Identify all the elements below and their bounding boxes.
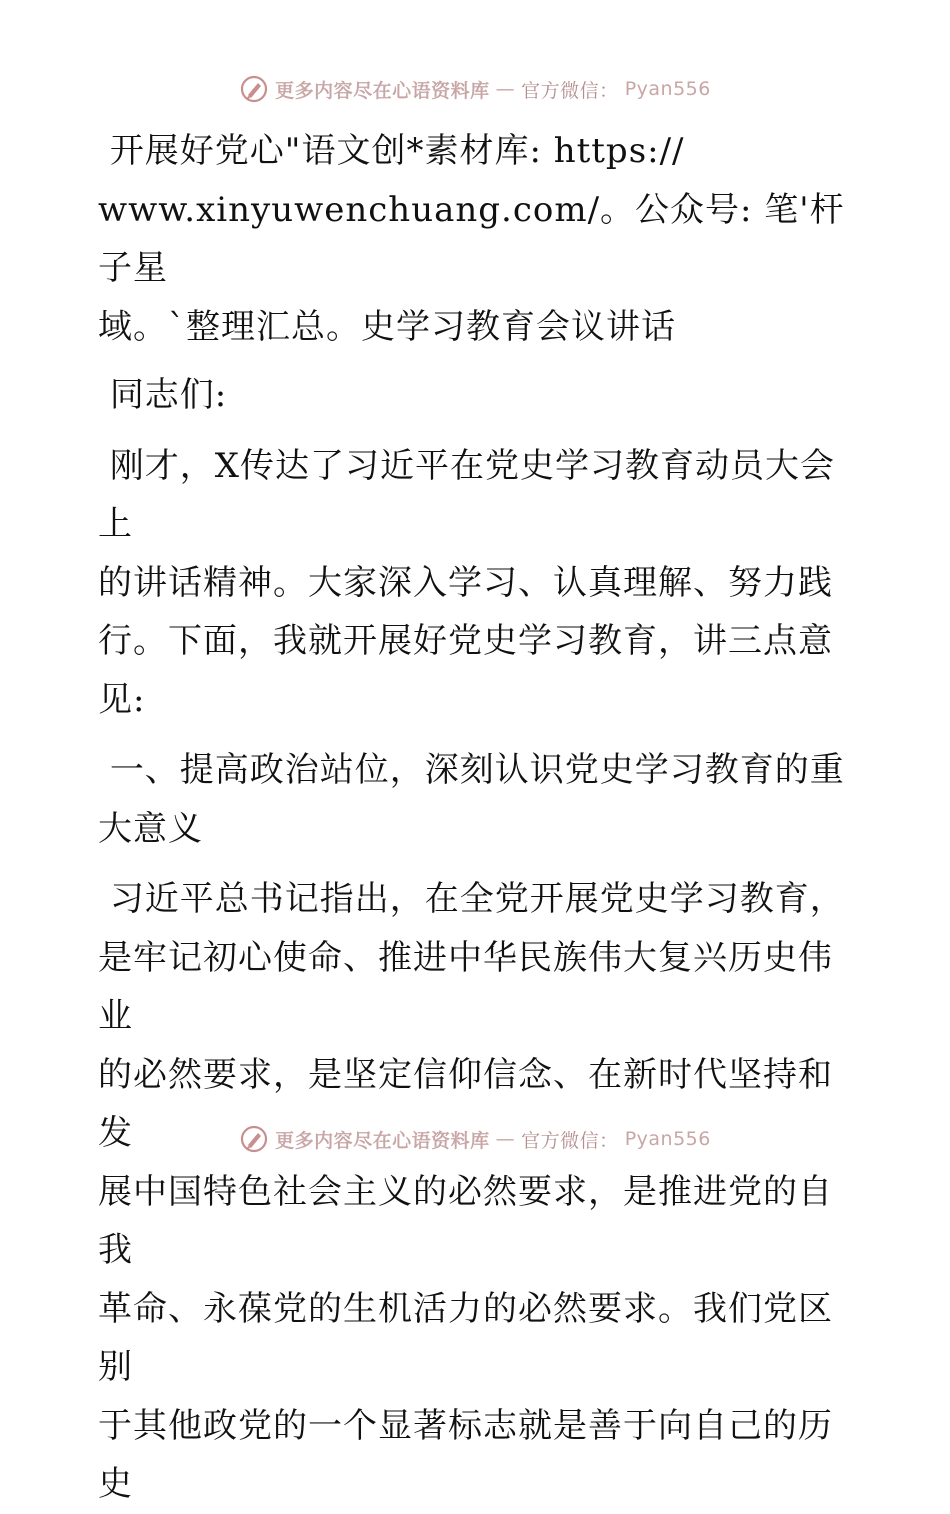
- watermark-official-wechat: 官方微信：: [521, 79, 619, 102]
- greeting: 同志们:: [98, 375, 228, 415]
- watermark-top: [0, 74, 950, 104]
- watermark-main-text: 更多内容尽在心语资料库: [275, 79, 490, 102]
- document-body: [98, 122, 858, 1514]
- body-paragraph: 习近平总书记指出，在全党开展党史学习教育， 是牢记初心使命、推进中华民族伟大复兴历史伟业 的必然要求，是坚定信仰信念、在新时代坚持和发 展中国特色社会主义的必然要求，是推进党的自我 革命、永葆党的生机活力的必然要求。我们党区别 于其他政党的一个显著标志就是善于向自己的历史: [98, 879, 845, 1504]
- watermark-dash: —: [495, 78, 516, 100]
- watermark-wechat-id: Pyan556: [624, 78, 711, 100]
- stamp-pen-logo: [239, 1124, 269, 1154]
- watermark-bottom: [0, 1124, 950, 1154]
- watermark-main-text: 更多内容尽在心语资料库: [275, 1129, 490, 1152]
- watermark-official-wechat: 官方微信：: [521, 1129, 619, 1152]
- watermark-wechat-id: Pyan556: [624, 1128, 711, 1150]
- watermark-dash: —: [495, 1128, 516, 1150]
- header-paragraph: 开展好党心"语文创*素材库: https:// www.xinyuwenchuang.com/。公众号: 笔'杆子星 域。`整理汇总。史学习教育会议讲话: [98, 131, 845, 347]
- section-heading: 一、提高政治站位，深刻认识党史学习教育的重 大意义: [98, 750, 845, 849]
- intro-paragraph: 刚才，X传达了习近平在党史学习教育动员大会上 的讲话精神。大家深入学习、认真理解、努力践 行。下面，我就开展好党史学习教育，讲三点意 见:: [98, 445, 836, 720]
- stamp-pen-logo: [239, 74, 269, 104]
